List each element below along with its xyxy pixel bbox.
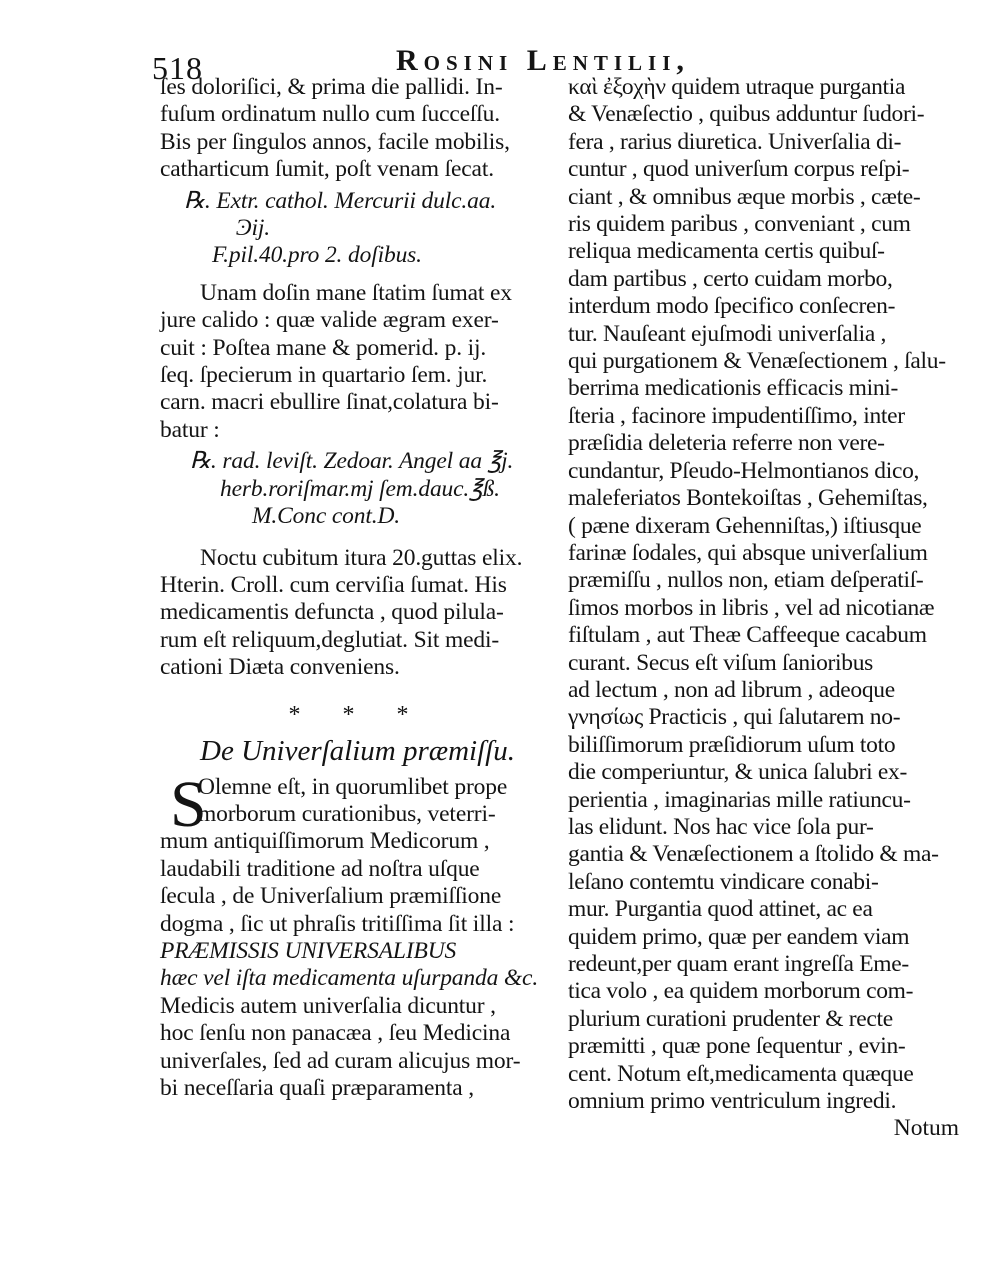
prescription-line: M.Conc cont.D. xyxy=(252,503,401,530)
text-line: Olemne eſt, in quorumlibet prope xyxy=(198,773,508,800)
text-line: hæc vel iſta medicamenta uſurpanda &c. xyxy=(160,965,539,992)
text-line: ciant , & omnibus æque morbis , cæte- xyxy=(568,183,921,210)
text-line: laudabili traditione ad noſtra uſque xyxy=(160,855,480,882)
text-line: fiſtulam , aut Theæ Caffeeque cacabum xyxy=(568,622,927,649)
text-line: die comperiuntur, & unica ſalubri ex- xyxy=(568,759,908,786)
text-line: berrima medicationis efficacis mini- xyxy=(568,375,899,402)
text-line: omnium primo ventriculum ingredi. xyxy=(568,1088,897,1115)
text-line: bi neceſſaria quaſi præparamenta , xyxy=(160,1075,474,1101)
text-line: quidem primo, quæ per eandem viam xyxy=(568,923,910,950)
text-line: biliſſimorum præſidiorum uſum toto xyxy=(568,731,896,758)
prescription-2 xyxy=(190,448,555,530)
prescription-line: F.pil.40.pro 2. doſibus. xyxy=(212,242,422,269)
text-line: mur. Purgantia quod attinet, ac ea xyxy=(568,896,873,923)
text-line: univerſales, ſed ad curam alicujus mor- xyxy=(160,1047,521,1074)
text-line: Hterin. Croll. cum cerviſia ſumat. His xyxy=(160,571,507,598)
text-line: dogma , ſic ut phraſis tritiſſima ſit illa : xyxy=(160,910,515,937)
text-line: præmitti , quæ pone ſequentur , evin- xyxy=(568,1033,906,1060)
text-line: curant. Secus eſt viſum ſanioribus xyxy=(568,649,874,676)
text-line: farinæ ſodales, qui absque univerſalium xyxy=(568,539,928,566)
paragraph-dosage xyxy=(160,280,555,444)
text-line: ſteria , facinore impudentiſſimo, inter xyxy=(568,402,905,429)
paragraph-solemne xyxy=(160,767,555,1103)
text-line: medicamentis defuncta , quod pilula- xyxy=(160,599,504,626)
paragraph-universalia xyxy=(568,74,963,1115)
text-line: ad lectum , non ad librum , adeoque xyxy=(568,676,895,703)
text-line: qui purgationem & Venæſectionem , ſalu- xyxy=(568,348,946,375)
prescription-line: ℞. Extr. cathol. Mercurii dulc.aa. xyxy=(184,187,497,214)
text-line: ſecula , de Univerſalium præmiſſione xyxy=(160,883,502,910)
text-line: ris quidem paribus , conveniant , cum xyxy=(568,211,911,238)
page-number: 518 xyxy=(152,50,203,86)
asterism-ornament: * * * xyxy=(288,701,427,728)
running-head: Rosini Lentilii, xyxy=(396,44,690,77)
text-line: reliqua medicamenta certis quibuſ- xyxy=(568,238,885,265)
prescription-line: herb.roriſmar.mj ſem.dauc.℥ß. xyxy=(220,475,500,502)
prescription-line: Ͽij. xyxy=(236,215,271,242)
text-line: Unam doſin mane ſtatim ſumat ex xyxy=(200,279,512,306)
text-line: Medicis autem univerſalia dicuntur , xyxy=(160,992,496,1019)
text-line: redeunt,per quam erant ingreſſa Eme- xyxy=(568,951,909,977)
text-line: ſes doloriſici, & prima die pallidi. In- xyxy=(160,74,503,100)
text-line: καὶ ἐξοχὴν quidem utraque purgantia xyxy=(568,74,906,100)
prescription-line: ℞. rad. leviſt. Zedoar. Angel aa ℥j. xyxy=(190,448,514,475)
paragraph-case-notes xyxy=(160,74,555,184)
text-line: mum antiquiſſimorum Medicorum , xyxy=(160,828,490,855)
text-line: plurium curationi prudenter & recte xyxy=(568,1005,893,1032)
text-line: tica volo , ea quidem morborum com- xyxy=(568,978,914,1005)
text-line: Bis per ſingulos annos, facile mobilis, xyxy=(160,128,510,155)
drop-cap: S xyxy=(170,767,207,841)
text-line: cuit : Poſtea mane & pomerid. p. ij. xyxy=(160,334,487,361)
text-line: PRÆMISSIS UNIVERSALIBUS xyxy=(160,937,457,964)
text-line: præmiſſu , nullos non, etiam deſperatiſ- xyxy=(568,567,924,594)
prescription-1 xyxy=(184,188,555,270)
text-line: cundantur, Pſeudo-Helmontianos dico, xyxy=(568,457,920,484)
text-line: ſimos morbos in libris , vel ad nicotianæ xyxy=(568,594,935,621)
text-line: dam partibus , certo cuidam morbo, xyxy=(568,265,893,292)
text-line: & Venæſectio , quibus adduntur ſudori- xyxy=(568,101,925,128)
text-line: cuntur , quod univerſum corpus reſpi- xyxy=(568,156,910,183)
text-line: præſidia deleteria referre non vere- xyxy=(568,430,885,457)
text-line: cent. Notum eſt,medicamenta quæque xyxy=(568,1060,914,1087)
text-line: ( pæne dixeram Gehenniſtas,) iſtiusque xyxy=(568,512,922,539)
text-line: perientia , imaginarias mille ratiuncu- xyxy=(568,786,911,813)
text-line: interdum modo ſpecifico conſecren- xyxy=(568,293,896,320)
section-title: De Univerſalium præmiſſu. xyxy=(200,734,515,767)
paragraph-night-dose xyxy=(160,545,555,682)
text-line: tur. Nauſeant ejuſmodi univerſalia , xyxy=(568,320,887,347)
text-line: morborum curationibus, veterri- xyxy=(198,800,496,827)
text-line: leſano contemtu vindicare conabi- xyxy=(568,868,879,895)
text-line: gantia & Venæſectionem a ſtolido & ma- xyxy=(568,841,939,868)
text-line: jure calido : quæ valide ægram exer- xyxy=(160,307,499,334)
text-line: rum eſt reliquum,deglutiat. Sit medi- xyxy=(160,626,500,653)
text-line: maleferiatos Bontekoiſtas , Gehemiſtas, xyxy=(568,485,928,512)
text-line: hoc ſenſu non panacæa , ſeu Medicina xyxy=(160,1020,511,1047)
text-line: fera , rarius diuretica. Univerſalia di- xyxy=(568,128,902,155)
text-line: batur : xyxy=(160,416,220,443)
text-line: ſeq. ſpecierum in quartario ſem. jur. xyxy=(160,362,488,389)
text-line: cationi Diæta conveniens. xyxy=(160,654,400,681)
text-line: Noctu cubitum itura 20.guttas elix. xyxy=(200,544,523,571)
catchword: Notum xyxy=(893,1115,959,1142)
text-line: fuſum ordinatum nullo cum ſucceſſu. xyxy=(160,101,500,128)
text-line: catharticum ſumit, poſt venam ſecat. xyxy=(160,156,494,183)
text-line: las elidunt. Nos hac vice ſola pur- xyxy=(568,813,874,840)
right-column xyxy=(568,74,963,1143)
left-column xyxy=(160,74,555,1102)
text-line: carn. macri ebullire ſinat,colatura bi- xyxy=(160,389,499,416)
text-line: γνησίως Practicis , qui ſalutarem no- xyxy=(568,704,901,731)
